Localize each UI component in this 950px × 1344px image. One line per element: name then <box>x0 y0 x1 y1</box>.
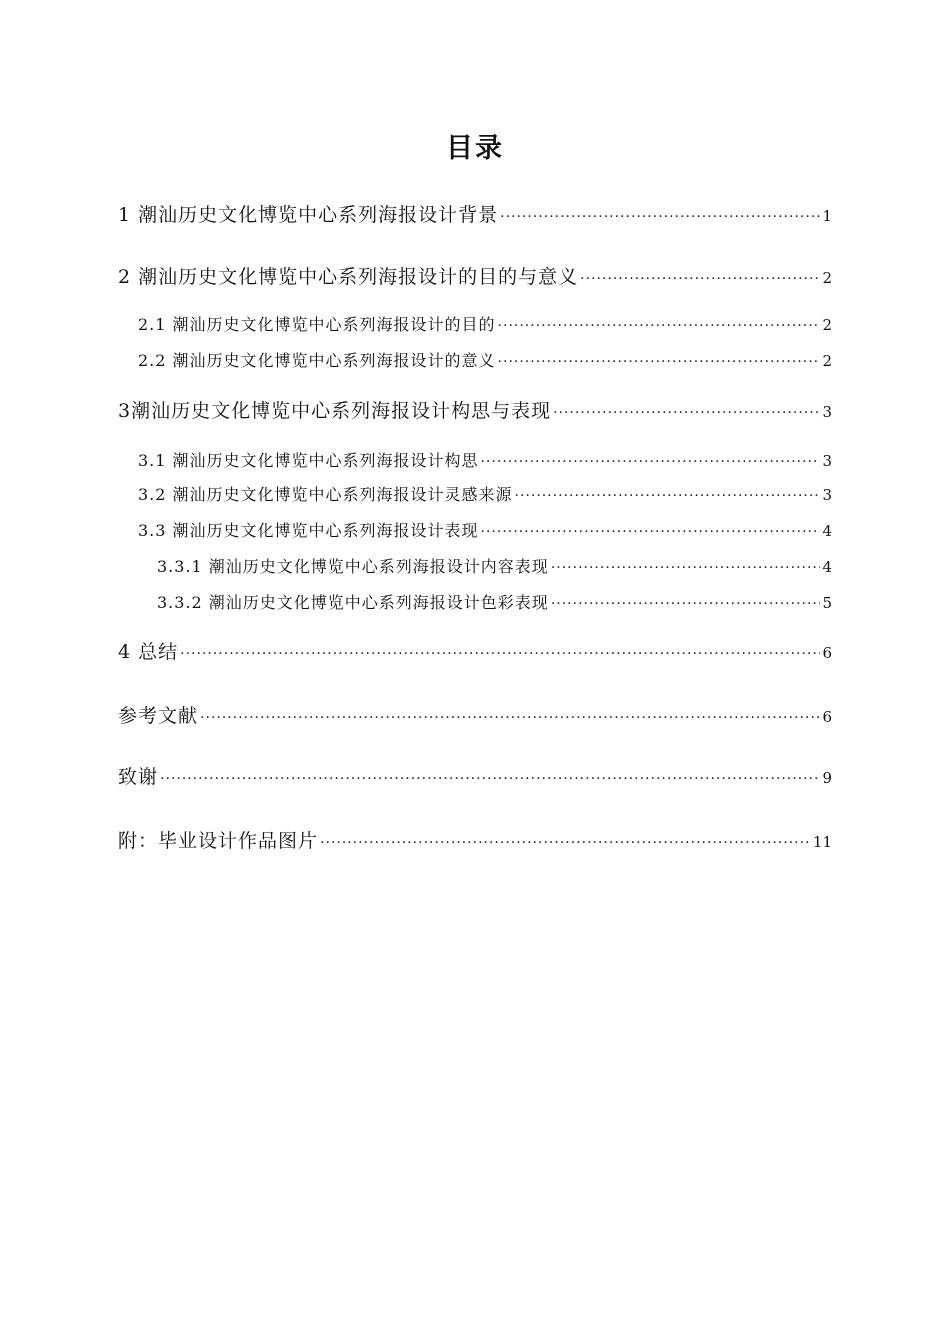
toc-entry-label: 4 总结 <box>118 641 179 663</box>
toc-entry-2-1[interactable] <box>138 312 832 335</box>
toc-entry-acknowledgements[interactable] <box>118 762 832 789</box>
toc-page-number: 3 <box>822 452 832 470</box>
toc-entry-3-3[interactable] <box>138 518 832 541</box>
toc-entry-label: 附：毕业设计作品图片 <box>118 830 319 852</box>
dot-leader <box>160 771 820 787</box>
toc-page-number: 2 <box>822 269 832 287</box>
dot-leader <box>320 835 811 851</box>
toc-page-number: 4 <box>822 558 832 576</box>
dot-leader <box>500 209 820 225</box>
toc-entry-label: 参考文献 <box>118 705 199 727</box>
dot-leader <box>200 710 820 726</box>
toc-page-number: 3 <box>822 403 832 421</box>
toc-entry-label: 3潮汕历史文化博览中心系列海报设计构思与表现 <box>118 400 552 422</box>
toc-entry-appendix[interactable] <box>118 826 832 853</box>
page-title: 目录 <box>446 133 504 164</box>
dot-leader <box>515 488 820 504</box>
toc-entry-2-2[interactable] <box>138 348 832 371</box>
toc-entry-references[interactable] <box>118 701 832 728</box>
toc-page-number: 11 <box>812 833 832 851</box>
toc-page-number: 4 <box>822 522 832 540</box>
dot-leader <box>498 318 820 334</box>
toc-entry-3-3-1[interactable] <box>157 554 832 577</box>
toc-entry-label: 3.2 潮汕历史文化博览中心系列海报设计灵感来源 <box>138 485 513 504</box>
toc-page-number: 2 <box>822 352 832 370</box>
toc-entry-label: 3.3.2 潮汕历史文化博览中心系列海报设计色彩表现 <box>157 593 549 612</box>
dot-leader <box>553 405 820 421</box>
toc-entry-2[interactable] <box>118 262 832 289</box>
toc-page-number: 9 <box>822 769 832 787</box>
toc-entry-label: 2 潮汕历史文化博览中心系列海报设计的目的与意义 <box>118 266 579 288</box>
dot-leader <box>481 524 820 540</box>
toc-entry-label: 3.3.1 潮汕历史文化博览中心系列海报设计内容表现 <box>157 557 549 576</box>
dot-leader <box>481 454 820 470</box>
toc-entry-3-2[interactable] <box>138 482 832 505</box>
dot-leader <box>551 560 820 576</box>
toc-entry-1[interactable] <box>118 200 832 227</box>
toc-page-number: 5 <box>822 594 832 612</box>
dot-leader <box>498 354 820 370</box>
toc-page-number: 6 <box>822 644 832 662</box>
toc-entry-label: 致谢 <box>118 766 159 788</box>
dot-leader <box>551 596 820 612</box>
dot-leader <box>580 271 820 287</box>
toc-entry-3-3-2[interactable] <box>157 590 832 613</box>
toc-entry-label: 2.2 潮汕历史文化博览中心系列海报设计的意义 <box>138 351 496 370</box>
toc-page-number: 3 <box>822 486 832 504</box>
toc-entry-label: 3.1 潮汕历史文化博览中心系列海报设计构思 <box>138 451 479 470</box>
toc-page-number: 1 <box>822 207 832 225</box>
toc-entry-4[interactable] <box>118 637 832 664</box>
toc-page-number: 2 <box>822 316 832 334</box>
toc-entry-label: 1 潮汕历史文化博览中心系列海报设计背景 <box>118 204 499 226</box>
toc-page-number: 6 <box>822 708 832 726</box>
dot-leader <box>180 646 820 662</box>
toc-entry-label: 3.3 潮汕历史文化博览中心系列海报设计表现 <box>138 521 479 540</box>
toc-entry-3-1[interactable] <box>138 448 832 471</box>
toc-entry-label: 2.1 潮汕历史文化博览中心系列海报设计的目的 <box>138 315 496 334</box>
toc-entry-3[interactable] <box>118 396 832 423</box>
